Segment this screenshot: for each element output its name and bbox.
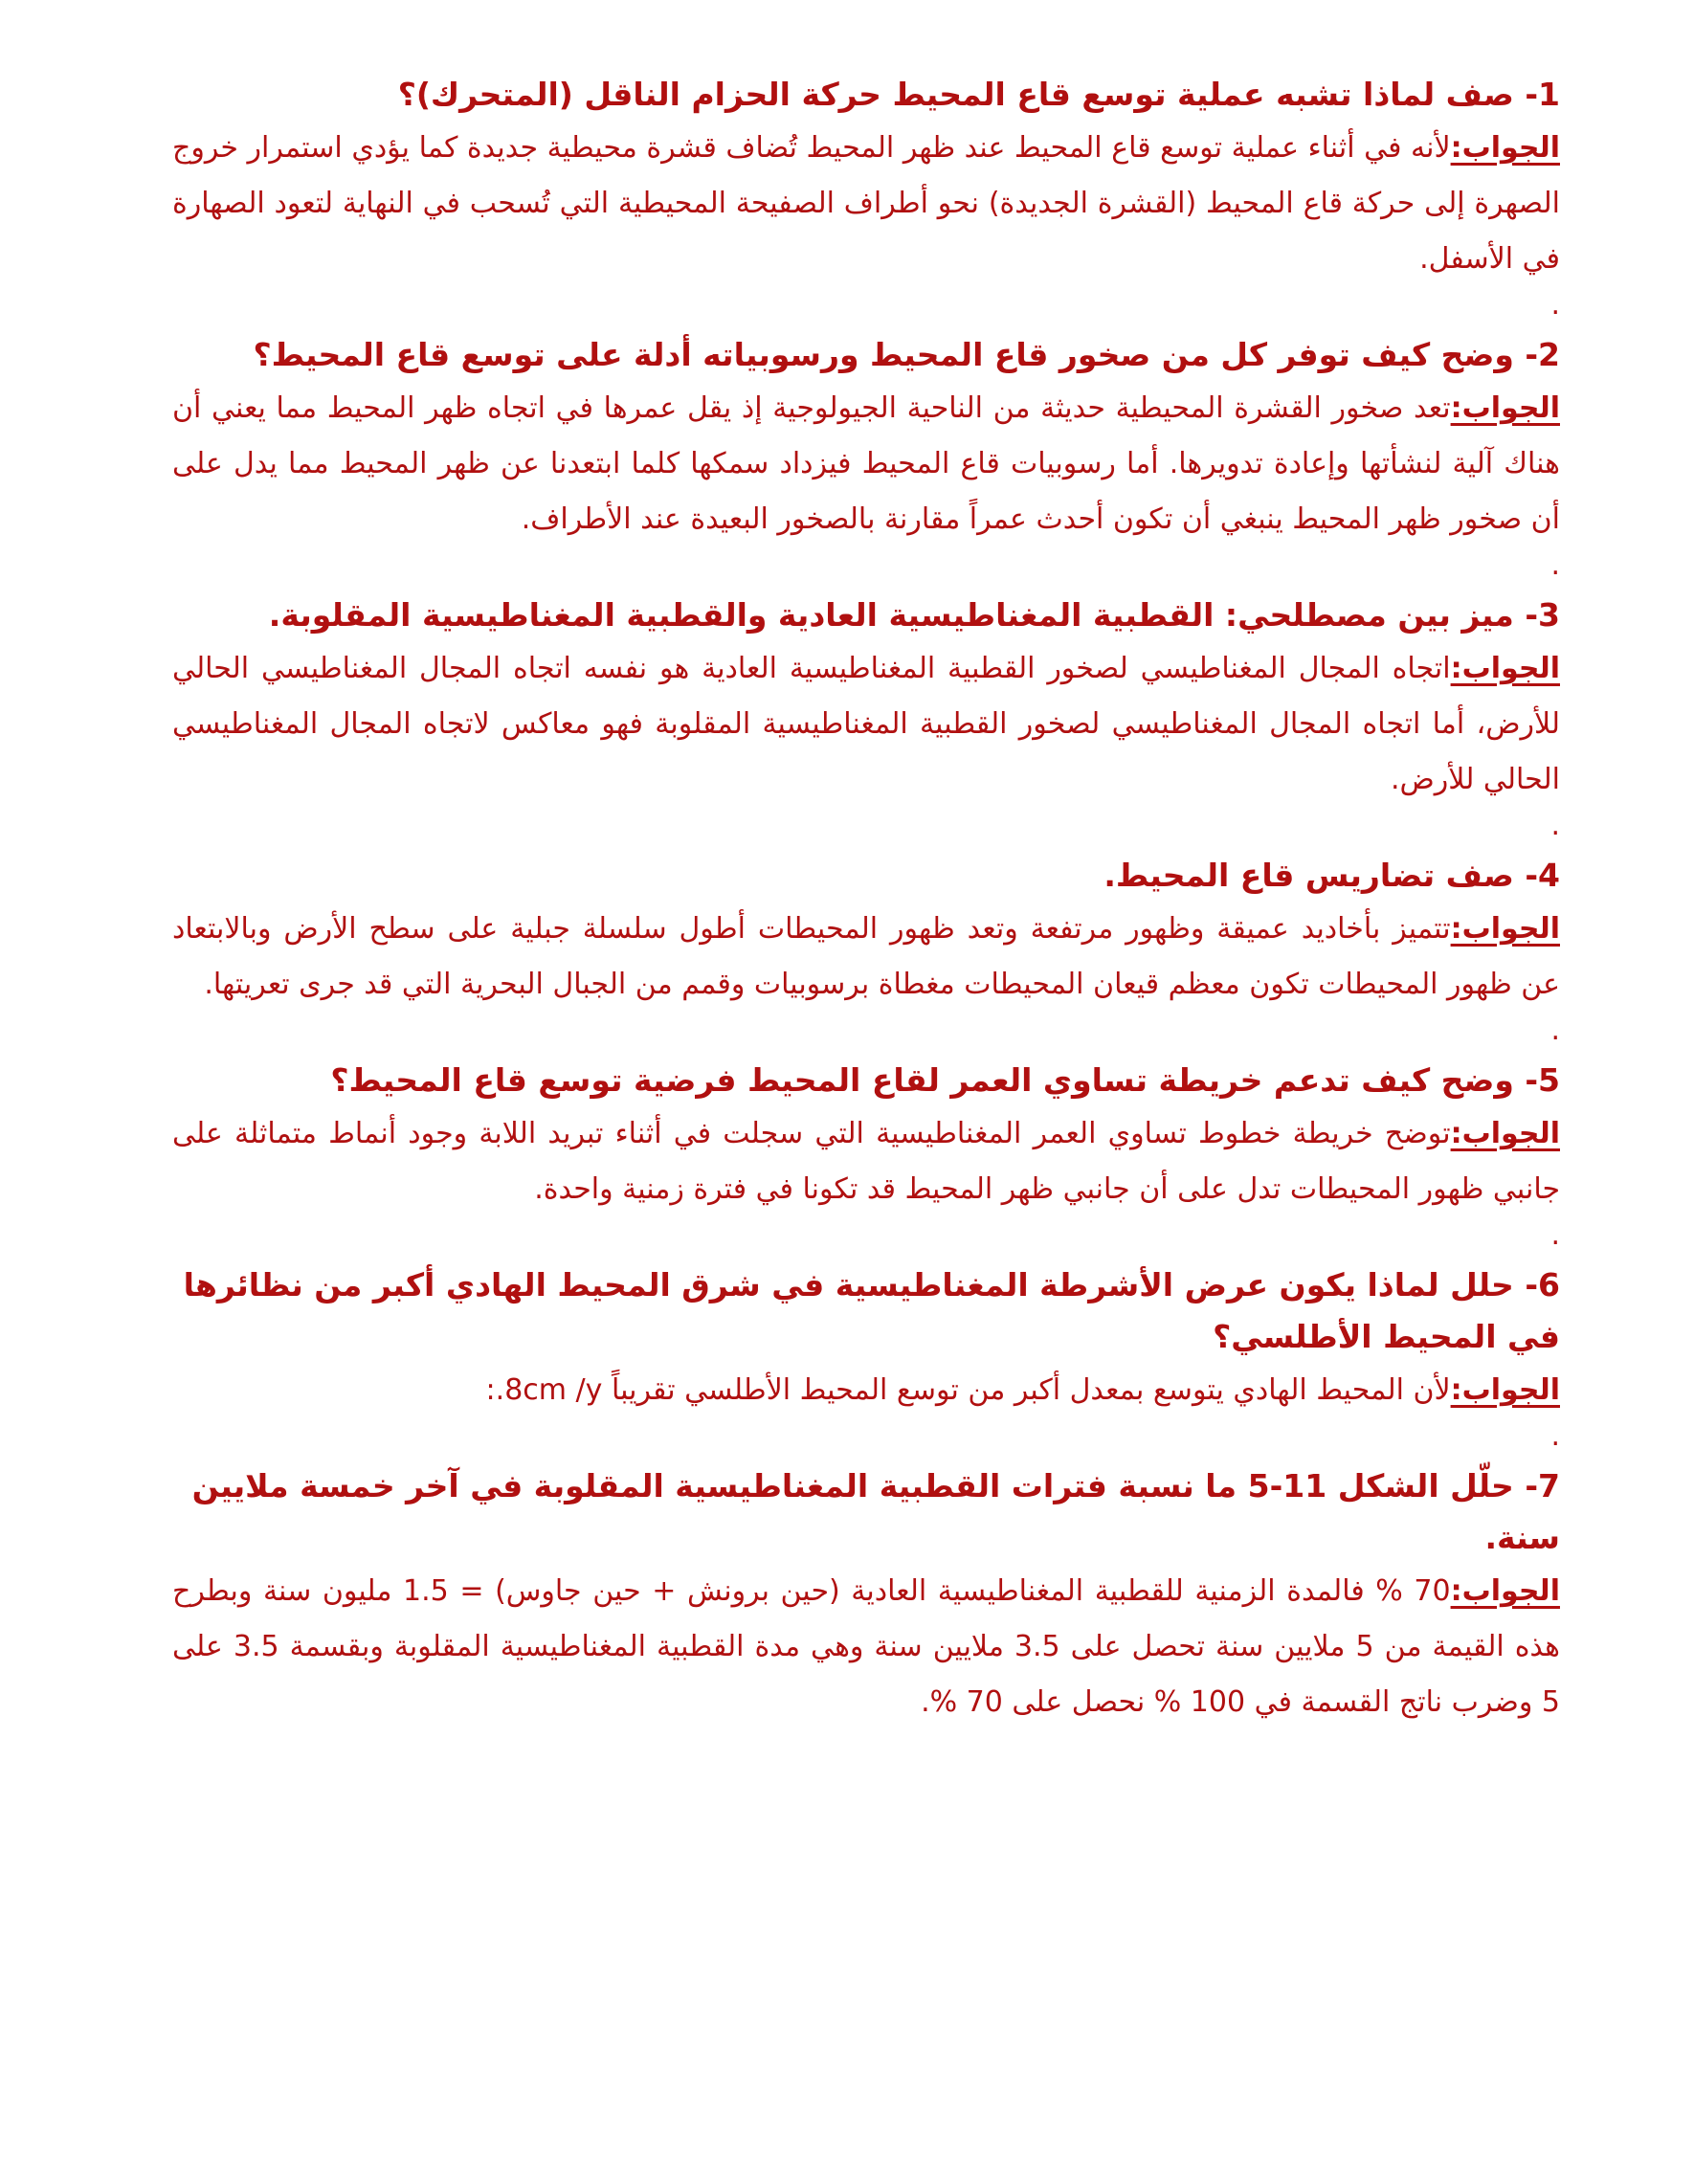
qa-block-4 [172,850,1560,1049]
answer-4 [172,902,1560,1013]
answer-label: الجواب: [1450,1117,1560,1150]
separator-dot: . [1550,548,1560,582]
separator-dot: . [1550,809,1560,842]
answer-text: لأنه في أثناء عملية توسع قاع المحيط عند ظهر المحيط تُضاف قشرة محيطية جديدة كما يؤدي استمرار خروج الصهرة إلى حركة قاع المحيط (القشرة الجديدة) نحو أطراف الصفيحة المحيطية التي تُسحب في النهاية لتعود الصهارة في الأسفل. [172,131,1560,276]
question-6: 6- حلل لماذا يكون عرض الأشرطة المغناطيسية في شرق المحيط الهادي أكبر من نظائرها في المحيط الأطلسي؟ [183,1266,1560,1355]
answer-text: توضح خريطة خطوط تساوي العمر المغناطيسية التي سجلت في أثناء تبريد اللابة وجود أنماط متماثلة على جانبي ظهور المحيطات تدل على أن جانبي ظهر المحيط قد تكونا في فترة زمنية واحدة. [172,1117,1560,1206]
answer-1 [172,121,1560,287]
question-5: 5- وضح كيف تدعم خريطة تساوي العمر لقاع المحيط فرضية توسع قاع المحيط؟ [330,1061,1560,1099]
qa-block-1 [172,69,1560,323]
separator-dot: . [1550,288,1560,322]
qa-block-2 [172,329,1560,584]
question-7: 7- حلّل الشكل 11-5 ما نسبة فترات القطبية المغناطيسية المقلوبة في آخر خمسة ملايين سنة. [191,1467,1560,1556]
qa-block-3 [172,590,1560,844]
answer-label: الجواب: [1450,652,1560,685]
qa-block-7 [172,1460,1560,1730]
qa-block-5 [172,1055,1560,1254]
answer-text: لأن المحيط الهادي يتوسع بمعدل أكبر من توسع المحيط الأطلسي تقريباً 8cm /y.: [485,1373,1451,1407]
qa-block-6 [172,1259,1560,1455]
answer-6 [172,1363,1560,1418]
answer-text: 70 % فالمدة الزمنية للقطبية المغناطيسية العادية (حين برونش + حين جاوس) = 1.5 مليون سنة وبطرح هذه القيمة من 5 ملايين سنة تحصل على 3.5 ملايين سنة وهي مدة القطبية المغناطيسية المقلوبة وبقسمة 3.5 على 5 وضرب ناتج القسمة في 100 % نحصل على 70 %. [172,1574,1560,1719]
question-2: 2- وضح كيف توفر كل من صخور قاع المحيط ورسوبياته أدلة على توسع قاع المحيط؟ [253,336,1560,373]
separator-dot: . [1550,1014,1560,1047]
answer-label: الجواب: [1450,391,1560,425]
answer-label: الجواب: [1450,131,1560,165]
answer-5 [172,1106,1560,1217]
answer-2 [172,381,1560,547]
answer-label: الجواب: [1450,1574,1560,1608]
answer-text: اتجاه المجال المغناطيسي لصخور القطبية المغناطيسية العادية هو نفسه اتجاه المجال المغناطيسي الحالي للأرض، أما اتجاه المجال المغناطيسي لصخور القطبية المغناطيسية المقلوبة فهو معاكس لاتجاه المجال المغناطيسي الحالي للأرض. [172,652,1560,796]
document-page [172,69,1560,1736]
question-1: 1- صف لماذا تشبه عملية توسع قاع المحيط حركة الحزام الناقل (المتحرك)؟ [397,76,1560,113]
separator-dot: . [1550,1218,1560,1252]
question-3: 3- ميز بين مصطلحي: القطبية المغناطيسية العادية والقطبية المغناطيسية المقلوبة. [268,596,1560,634]
answer-label: الجواب: [1450,912,1560,946]
question-4: 4- صف تضاريس قاع المحيط. [1103,857,1560,894]
separator-dot: . [1550,1419,1560,1453]
answer-label: الجواب: [1450,1373,1560,1407]
answer-7 [172,1564,1560,1730]
answer-text: تتميز بأخاديد عميقة وظهور مرتفعة وتعد ظهور المحيطات أطول سلسلة جبلية على سطح الأرض وبالابتعاد عن ظهور المحيطات تكون معظم قيعان المحيطات مغطاة برسوبيات وقمم من الجبال البحرية التي قد جرى تعريتها. [172,912,1560,1001]
answer-3 [172,641,1560,808]
answer-text: تعد صخور القشرة المحيطية حديثة من الناحية الجيولوجية إذ يقل عمرها في اتجاه ظهر المحيط مما يعني أن هناك آلية لنشأتها وإعادة تدويرها. أما رسوبيات قاع المحيط فيزداد سمكها كلما ابتعدنا عن ظهر المحيط مما يدل على أن صخور ظهر المحيط ينبغي أن تكون أحدث عمراً مقارنة بالصخور البعيدة عند الأطراف. [172,391,1560,536]
